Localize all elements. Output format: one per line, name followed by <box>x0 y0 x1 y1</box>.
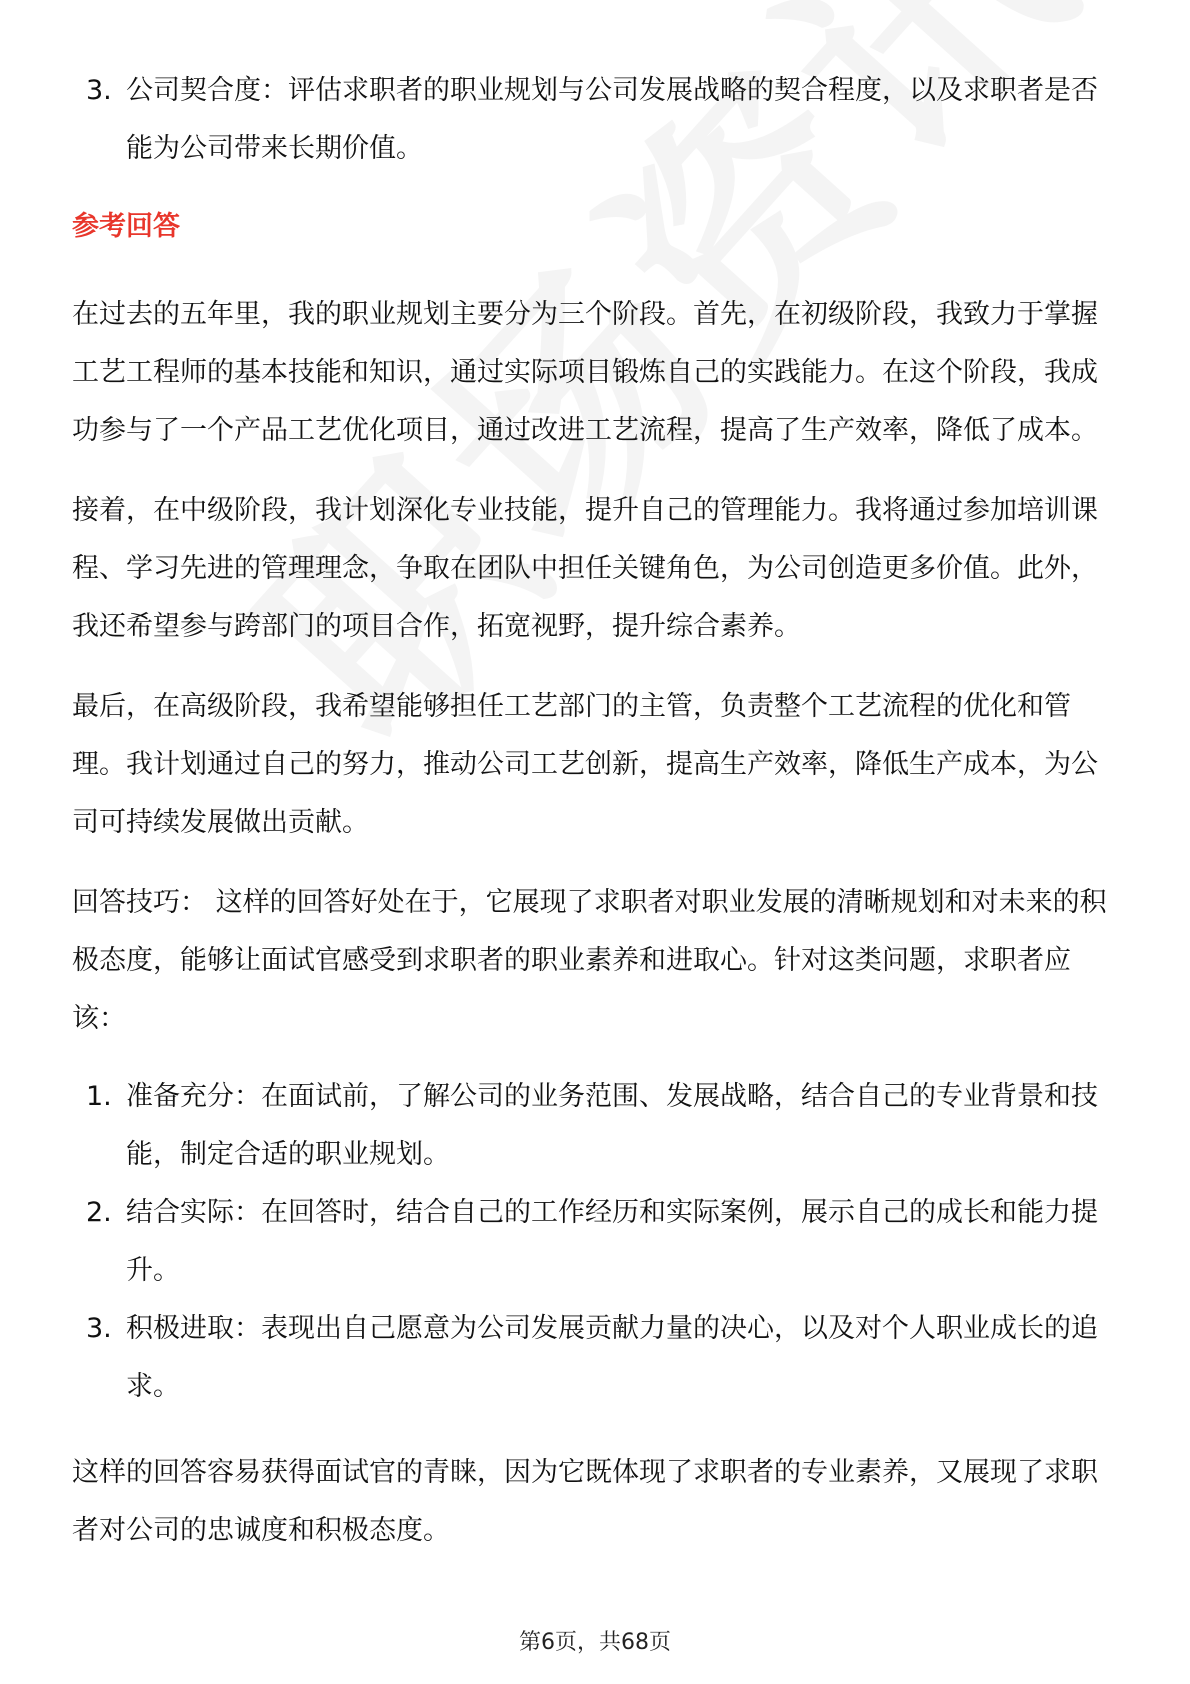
document-body <box>72 62 1122 1560</box>
list-item <box>72 1184 1122 1300</box>
section-heading: 参考回答 <box>72 211 180 242</box>
list-number: 1. <box>86 1081 112 1112</box>
page-number: 第6页，共68页 <box>519 1630 671 1655</box>
list-item <box>72 1068 1122 1184</box>
list-item <box>72 62 1122 178</box>
list-number: 2. <box>86 1197 112 1228</box>
tips-list <box>72 1068 1122 1416</box>
list-item <box>72 1300 1122 1416</box>
list-text: 公司契合度：评估求职者的职业规划与公司发展战略的契合程度，以及求职者是否能为公司带来长期价值。 <box>126 75 1098 164</box>
answer-paragraph-1: 在过去的五年里，我的职业规划主要分为三个阶段。首先，在初级阶段，我致力于掌握工艺工程师的基本技能和知识，通过实际项目锻炼自己的实践能力。在这个阶段，我成功参与了一个产品工艺优化项目，通过改进工艺流程，提高了生产效率，降低了成本。 <box>72 299 1098 446</box>
list-number: 3. <box>86 1313 112 1344</box>
list-text: 积极进取：表现出自己愿意为公司发展贡献力量的决心，以及对个人职业成长的追求。 <box>126 1313 1098 1402</box>
criteria-list <box>72 62 1122 178</box>
list-number: 3. <box>86 75 112 106</box>
list-text: 结合实际：在回答时，结合自己的工作经历和实际案例，展示自己的成长和能力提升。 <box>126 1197 1098 1286</box>
list-text: 准备充分：在面试前，了解公司的业务范围、发展战略，结合自己的专业背景和技能，制定合适的职业规划。 <box>126 1081 1098 1170</box>
answer-paragraph-3: 最后，在高级阶段，我希望能够担任工艺部门的主管，负责整个工艺流程的优化和管理。我计划通过自己的努力，推动公司工艺创新，提高生产效率，降低生产成本，为公司可持续发展做出贡献。 <box>72 691 1098 838</box>
answer-paragraph-2: 接着，在中级阶段，我计划深化专业技能，提升自己的管理能力。我将通过参加培训课程、学习先进的管理理念，争取在团队中担任关键角色，为公司创造更多价值。此外，我还希望参与跨部门的项目合作，拓宽视野，提升综合素养。 <box>72 495 1098 642</box>
tips-paragraph: 回答技巧： 这样的回答好处在于，它展现了求职者对职业发展的清晰规划和对未来的积极态度，能够让面试官感受到求职者的职业素养和进取心。针对这类问题，求职者应该： <box>72 887 1107 1034</box>
closing-paragraph: 这样的回答容易获得面试官的青睐，因为它既体现了求职者的专业素养，又展现了求职者对公司的忠诚度和积极态度。 <box>72 1457 1098 1546</box>
